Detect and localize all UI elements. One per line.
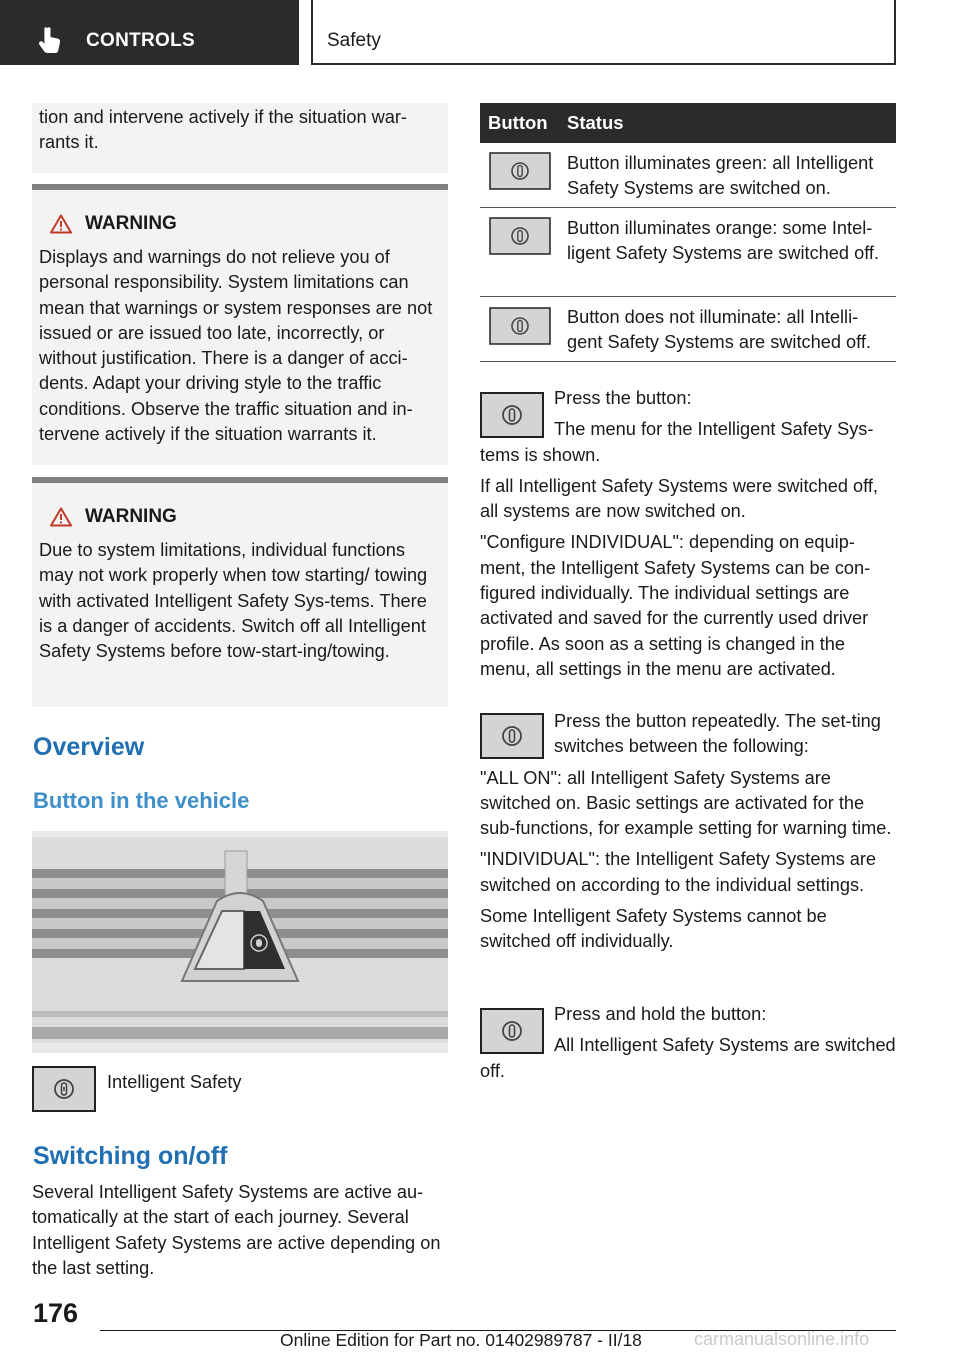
page-number: 176	[33, 1298, 79, 1328]
press-instruction	[480, 709, 896, 955]
warning-box	[32, 184, 448, 465]
press-title: Press the button:	[554, 388, 692, 408]
warning-text: Displays and warnings do not relieve you of personal responsibility. System limitations can mean that warnings or system responses are not issued or are issued too late, incorrectly, or without justification. There is a danger of acci-dents. Adapt your driving style to the traffic conditions. Observe the traffic situation and in-tervene actively if the situation warrants it.	[39, 247, 433, 445]
hand-pointer-icon	[38, 26, 64, 54]
warning-text: Due to system limitations, individual functions may not work properly when tow starting/ towing with activated Intelligent Safety Sys-tems. There is a danger of accidents. Switch off all Intelligent Safety Systems before tow-start-ing/towing.	[39, 540, 428, 662]
press-text: Press the button repeatedly. The set-ting switches between the following:	[554, 711, 881, 757]
press-instruction	[480, 386, 896, 682]
intelligent-safety-button-icon	[32, 1066, 96, 1112]
watermark: carmanualsonline.info	[694, 1329, 870, 1349]
intelligent-safety-button-icon	[480, 713, 544, 759]
column-header-button: Button	[488, 112, 548, 133]
safety-button-off-icon	[489, 307, 551, 345]
intelligent-safety-button-icon	[480, 1008, 544, 1054]
warning-box	[32, 477, 448, 707]
intelligent-safety-button-icon	[480, 392, 544, 438]
header-section-frame	[311, 0, 896, 65]
warning-triangle-icon	[50, 214, 72, 234]
warning-header	[39, 209, 438, 239]
paragraph: "Configure INDIVIDUAL": depending on equip-ment, the Intelligent Safety Systems can be con-figured individually. The individual settings are activated and saved for the currently used driver profile. As soon as a setting is changed in the menu, all settings in the menu are activated.	[480, 532, 871, 679]
paragraph: "ALL ON": all Intelligent Safety Systems are switched on. Basic settings are activated for the sub-functions, for example setting for warning time.	[480, 767, 892, 839]
safety-button-orange-icon	[489, 217, 551, 255]
continued-text-box	[32, 103, 448, 173]
press-text: The menu for the Intelligent Safety Sys-tems is shown.	[480, 419, 874, 465]
heading-overview: Overview	[33, 733, 145, 761]
press-instruction	[480, 1002, 896, 1084]
section-title: Safety	[327, 30, 381, 51]
chapter-label: CONTROLS	[86, 30, 196, 51]
safety-button-green-icon	[489, 152, 551, 190]
paragraph: "INDIVIDUAL": the Intelligent Safety Systems are switched on according to the individual settings.	[480, 849, 877, 895]
status-text: Button illuminates orange: some Intel-ligent Safety Systems are switched off.	[567, 218, 880, 264]
heading-switching: Switching on/off	[33, 1142, 228, 1170]
warning-header	[39, 502, 438, 532]
status-text: Button illuminates green: all Intelligent Safety Systems are switched on.	[567, 153, 874, 199]
status-text: Button does not illuminate: all Intelli-gent Safety Systems are switched off.	[567, 307, 871, 353]
warning-triangle-icon	[50, 507, 72, 527]
press-text: All Intelligent Safety Systems are switched off.	[480, 1035, 896, 1081]
edition-text: Online Edition for Part no. 01402989787 - II/18	[280, 1330, 642, 1350]
table-header	[480, 103, 896, 143]
status-table	[480, 103, 896, 362]
paragraph: If all Intelligent Safety Systems were switched off, all systems are now switched on.	[480, 475, 878, 522]
table-row	[480, 208, 896, 297]
table-row	[480, 143, 896, 208]
heading-button-in-vehicle: Button in the vehicle	[33, 788, 250, 813]
warning-title: WARNING	[85, 213, 177, 234]
column-header-status: Status	[567, 112, 624, 133]
vehicle-button-photo	[32, 831, 448, 1053]
switching-paragraph: Several Intelligent Safety Systems are active au-tomatically at the start of each journey. Several Intelligent Safety Systems are active depending on the last setting.	[32, 1182, 441, 1278]
table-row	[480, 297, 896, 362]
continued-text: tion and intervene actively if the situation war- rants it.	[39, 107, 407, 153]
press-title: Press and hold the button:	[554, 1004, 767, 1024]
warning-title: WARNING	[85, 506, 177, 527]
button-caption: Intelligent Safety	[107, 1072, 242, 1092]
paragraph: Some Intelligent Safety Systems cannot be switched off individually.	[480, 906, 827, 952]
header-chapter-tab	[0, 0, 299, 65]
